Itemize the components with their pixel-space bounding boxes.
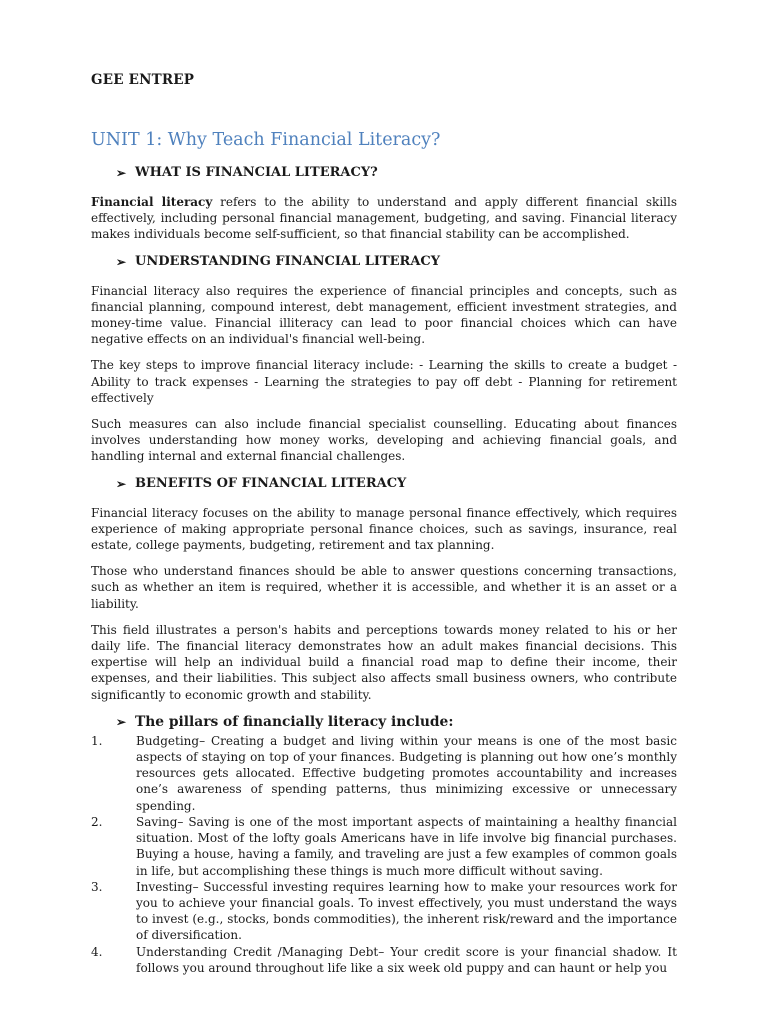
pillars-list [91, 733, 677, 976]
heading-text: WHAT IS FINANCIAL LITERACY? [135, 165, 378, 180]
section-heading-pillars [116, 713, 677, 731]
term-bold: Financial literacy [91, 195, 213, 209]
list-item-text: Budgeting– Creating a budget and living within your means is one of the most basic aspects of staying on top of your finances. Budgeting is planning out how one’s monthly resources gets allocated. Effective budgeting promotes accountability and increases one’s awareness of spending patterns, thus minimizing excessive or unnecessary spending. [136, 733, 677, 813]
unit-title: UNIT 1: Why Teach Financial Literacy? [91, 130, 441, 150]
list-item [91, 814, 677, 879]
paragraph: Financial literacy focuses on the ability to manage personal finance effectively, which requires experience of making appropriate personal finance choices, such as savings, insurance, real estate, college payments, budgeting, retirement and tax planning. [91, 505, 677, 553]
list-number: 1. [91, 733, 103, 748]
arrow-bullet-icon: ➢ [116, 714, 127, 729]
arrow-bullet-icon: ➢ [116, 254, 127, 269]
arrow-bullet-icon: ➢ [116, 166, 127, 180]
heading-text: The pillars of financially literacy include: [135, 713, 454, 730]
heading-text: BENEFITS OF FINANCIAL LITERACY [135, 475, 407, 491]
list-number: 3. [91, 879, 103, 894]
paragraph: Those who understand finances should be able to answer questions concerning transactions, such as whether an item is required, whether it is accessible, and whether it is an asset or a liability. [91, 564, 677, 611]
list-item-text: Saving– Saving is one of the most important aspects of maintaining a healthy financial situation. Most of the lofty goals Americans have in life involve big financial purchases. Buying a house, having a family, and traveling are just a few examples of common goals in life, but accomplishing these things is much more difficult without saving. [136, 814, 677, 878]
paragraph [91, 194, 677, 243]
list-item [91, 733, 677, 814]
section-heading-what [116, 164, 677, 182]
paragraph: The key steps to improve financial literacy include: - Learning the skills to create a budget - Ability to track expenses - Learning the strategies to pay off debt - Planning for retirement effectively [91, 358, 677, 405]
list-number: 4. [91, 944, 103, 959]
list-item-text: Understanding Credit /Managing Debt– Your credit score is your financial shadow. It follows you around throughout life like a six week old puppy and can haunt or help you [136, 944, 677, 975]
heading-text: UNDERSTANDING FINANCIAL LITERACY [135, 253, 441, 269]
paragraph-text: refers to the ability to understand and apply different financial skills effectively, including personal financial management, budgeting, and saving. Financial literacy makes individuals become self-sufficient, so that financial stability can be accomplished. [91, 195, 677, 242]
course-title: GEE ENTREP [91, 72, 195, 88]
paragraph: Such measures can also include financial specialist counselling. Educating about finances involves understanding how money works, developing and achieving financial goals, and handling internal and external financial challenges. [91, 417, 677, 464]
paragraph: Financial literacy also requires the experience of financial principles and concepts, such as financial planning, compound interest, debt management, efficient investment strategies, and money-time value. Financial illiteracy can lead to poor financial choices which can have negative effects on an individual's financial well-being. [91, 283, 677, 347]
list-item-text: Investing– Successful investing requires learning how to make your resources work for you to achieve your financial goals. To invest effectively, you must understand the ways to invest (e.g., stocks, bonds commodities), the inherent risk/reward and the importance of diversification. [136, 879, 677, 943]
paragraph: This field illustrates a person's habits and perceptions towards money related to his or her daily life. The financial literacy demonstrates how an adult makes financial decisions. This expertise will help an individual build a financial road map to define their income, their expenses, and their liabilities. This subject also affects small business owners, who contribute significantly to economic growth and stability. [91, 622, 677, 702]
section-heading-benefits [116, 475, 677, 493]
arrow-bullet-icon: ➢ [116, 476, 127, 491]
list-item [91, 879, 677, 944]
list-item [91, 944, 677, 976]
section-heading-understanding [116, 253, 677, 271]
document-body [91, 164, 677, 976]
list-number: 2. [91, 814, 103, 829]
